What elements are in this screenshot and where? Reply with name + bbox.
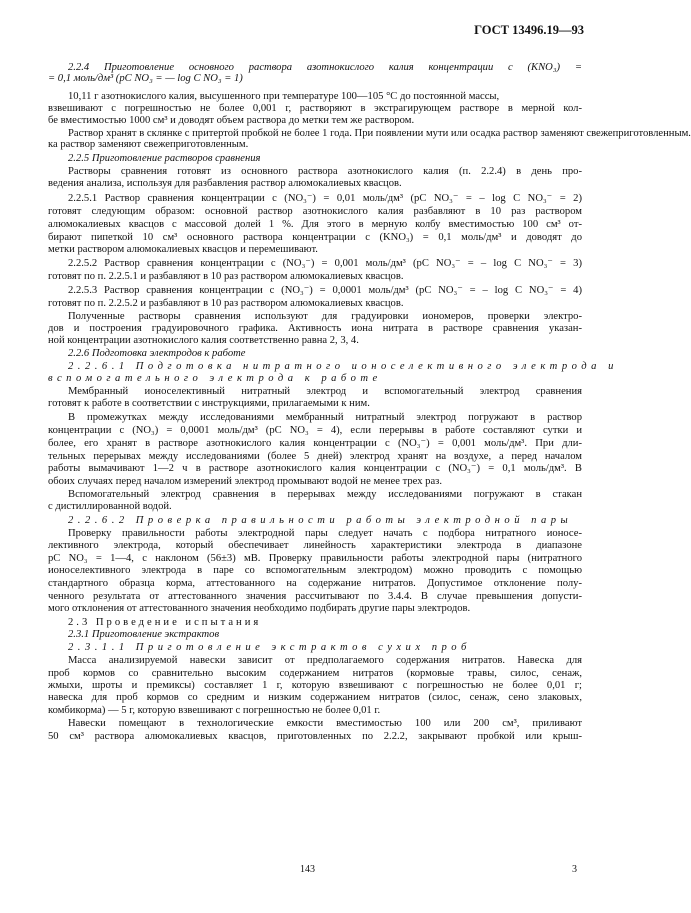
text-line: готовят к работе в соответствии с инструкциями, прилагаемыми к ним.	[48, 398, 370, 409]
text-line: готовят по п. 2.2.5.2 и разбавляют в 10 раз раствором алюмокалиевых квасцов.	[48, 298, 404, 309]
text-line: = 0,1 моль/дм³ (pC NO₃ = — log C NO₃ = 1)	[48, 73, 243, 84]
sheet-number: 3	[572, 864, 577, 875]
text-line: взвешивают с погрешностью не более 0,001 г, растворяют в экстрагирующем растворе в мерной кол-	[48, 103, 582, 114]
text-line: 2.2.6.1 Подготовка нитратного ионоселективного электрода и	[68, 361, 618, 372]
text-line: комбикорма) — 5 г, которую взвешивают с погрешностью не более 0,01 г.	[48, 705, 381, 716]
text-line: 2.2.5 Приготовление растворов сравнения	[68, 153, 261, 164]
text-line: 10,11 г азотнокислого калия, высушенного при температуре 100—105 °С до постоянной массы,	[68, 91, 500, 102]
text-line: Раствор хранят в склянке с притертой пробкой не более 1 года. При появлении мути или осадка раствор заменяют свежеприготовленным.	[68, 128, 691, 139]
text-line: 2.2.5.3 Раствор сравнения концентрации c (NO₃⁻) = 0,0001 моль/дм³ (pC NO₃⁻ = – log C NO₃⁻ = 4)	[68, 285, 582, 296]
text-line: лективного электрода, который обеспечивает линейность характеристики электрода в диапазоне	[48, 540, 582, 551]
text-line: концентрации c (NO₃) = 0,0001 моль/дм³ (pC NO₃ = 4), если перерывы в работе составляют сутки и	[48, 425, 582, 436]
text-line: 2.2.4 Приготовление основного раствора азотнокислого калия концентрации c (KNO₃) =	[68, 62, 582, 73]
text-line: 2.2.6 Подготовка электродов к работе	[68, 348, 246, 359]
text-line: pC NO₃ = 1—4, с наклоном (56±3) мВ. Проверку правильности работы электродной пары (нитратного	[48, 553, 582, 564]
text-line: дов и построения градуировочного графика. Активность иона нитрата в растворе сравнения указан-	[48, 323, 582, 334]
text-line: Растворы сравнения готовят из основного раствора азотнокислого калия (п. 2.2.4) в день про-	[68, 166, 582, 177]
page-number: 143	[300, 864, 315, 875]
text-line: бирают пипеткой 10 см³ основного раствора концентрации c (KNO₃) = 0,1 моль/дм³ и доводят до	[48, 232, 582, 243]
text-line: ка раствор заменяют свежеприготовленным.	[48, 139, 249, 150]
text-line: 50 см³ раствора алюмокалиевых квасцов, приготовленных по 2.2.2, закрывают пробкой или крыш-	[48, 731, 582, 742]
text-line: ведения анализа, используя для разбавления раствор алюмокалиевых квасцов.	[48, 178, 402, 189]
text-line: обоих случаях перед началом измерений электрод промывают водой не менее трех раз.	[48, 476, 442, 487]
text-line: Вспомогательный электрод сравнения в перерывах между исследованиями погружают в стакан	[68, 489, 582, 500]
text-line: 2.3.1.1 Приготовление экстрактов сухих проб	[68, 642, 471, 653]
text-line: работы вымачивают 1—2 ч в растворе азотнокислого калия концентрации c (NO₃⁻) = 0,1 моль/дм³. В	[48, 463, 582, 474]
text-line: жмыхи, шроты и премиксы) составляет 1 г, которую взвешивают с погрешностью не более 0,01 г;	[48, 680, 582, 691]
text-line: 2.2.5.1 Раствор сравнения концентрации c (NO₃⁻) = 0,01 моль/дм³ (pC NO₃⁻ = – log C NO₃⁻ = 2)	[68, 193, 582, 204]
text-line: тельных перерывах между исследованиями (более 5 дней) электрод хранят на воздухе, а перед началом	[48, 451, 582, 462]
text-line: Масса анализируемой навески зависит от предполагаемого содержания нитратов. Навеска для	[68, 655, 582, 666]
text-line: алюмокалиевых квасцов с массовой долей 1 %. Для этого в мерную колбу вместимостью 100 см³ от-	[48, 219, 582, 230]
text-line: Навески помещают в технологические емкости вместимостью 100 или 200 см³, приливают	[68, 718, 582, 729]
text-line: бе вместимостью 1000 см³ и доводят объем раствора до метки тем же раствором.	[48, 115, 415, 126]
text-line: более, его хранят в растворе азотнокислого калия концентрации c (NO₃⁻) = 0,001 моль/дм³. При дли-	[48, 438, 582, 449]
text-line: ченного результата от аттестованного значения рассчитывают по 3.4.4. В случае превышения допусти-	[48, 591, 582, 602]
text-line: 2.3.1 Приготовление экстрактов	[68, 629, 220, 640]
text-line: 2.2.6.2 Проверка правильности работы электродной пары	[68, 515, 573, 526]
text-line: стандартного образца корма, аттестованного на содержание нитратов. Допустимое отклонение полу-	[48, 578, 582, 589]
text-line: 2.2.5.2 Раствор сравнения концентрации c (NO₃⁻) = 0,001 моль/дм³ (pC NO₃⁻ = – log C NO₃⁻ = 3)	[68, 258, 582, 269]
text-line: ной концентрации азотнокислого калия соответственно равна 2, 3, 4.	[48, 335, 359, 346]
text-line: 2.3 Проведение испытания	[68, 617, 262, 628]
text-line: мого отклонения от аттестованного значения необходимо подбирать другие пары электродов.	[48, 603, 471, 614]
text-line: В промежутках между исследованиями мембранный нитратный электрод погружают в раствор	[68, 412, 582, 423]
text-line: проб кормов со сравнительно высоким содержанием нитратов (кормовые травы, силос, сенаж,	[48, 668, 582, 679]
text-line: Мембранный ионоселективный нитратный электрод и вспомогательный электрод сравнения	[68, 386, 582, 397]
text-line: готовят по п. 2.2.5.1 и разбавляют в 10 раз раствором алюмокалиевых квасцов.	[48, 271, 404, 282]
text-line: с дистиллированной водой.	[48, 501, 172, 512]
text-line: Полученные растворы сравнения используют для градуировки иономеров, проверки электро-	[68, 311, 582, 322]
standard-header: ГОСТ 13496.19—93	[474, 23, 584, 37]
text-line: Проверку правильности работы электродной пары следует начать с подбора нитратного ионосе-	[68, 528, 582, 539]
text-line: метки раствором алюмокалиевых квасцов и перемешивают.	[48, 244, 318, 255]
text-line: готовят следующим образом: основной раствор азотнокислого калия разбавляют в 10 раз раствором	[48, 206, 582, 217]
text-line: навеска для проб кормов со средним и низким содержанием нитратов (силос, сенаж, сено злаковых,	[48, 692, 582, 703]
text-line: ионоселективного электрода в паре со вспомогательным электродом) можно проводить с помощью	[48, 565, 582, 576]
text-line: вспомогательного электрода к работе	[48, 373, 382, 384]
